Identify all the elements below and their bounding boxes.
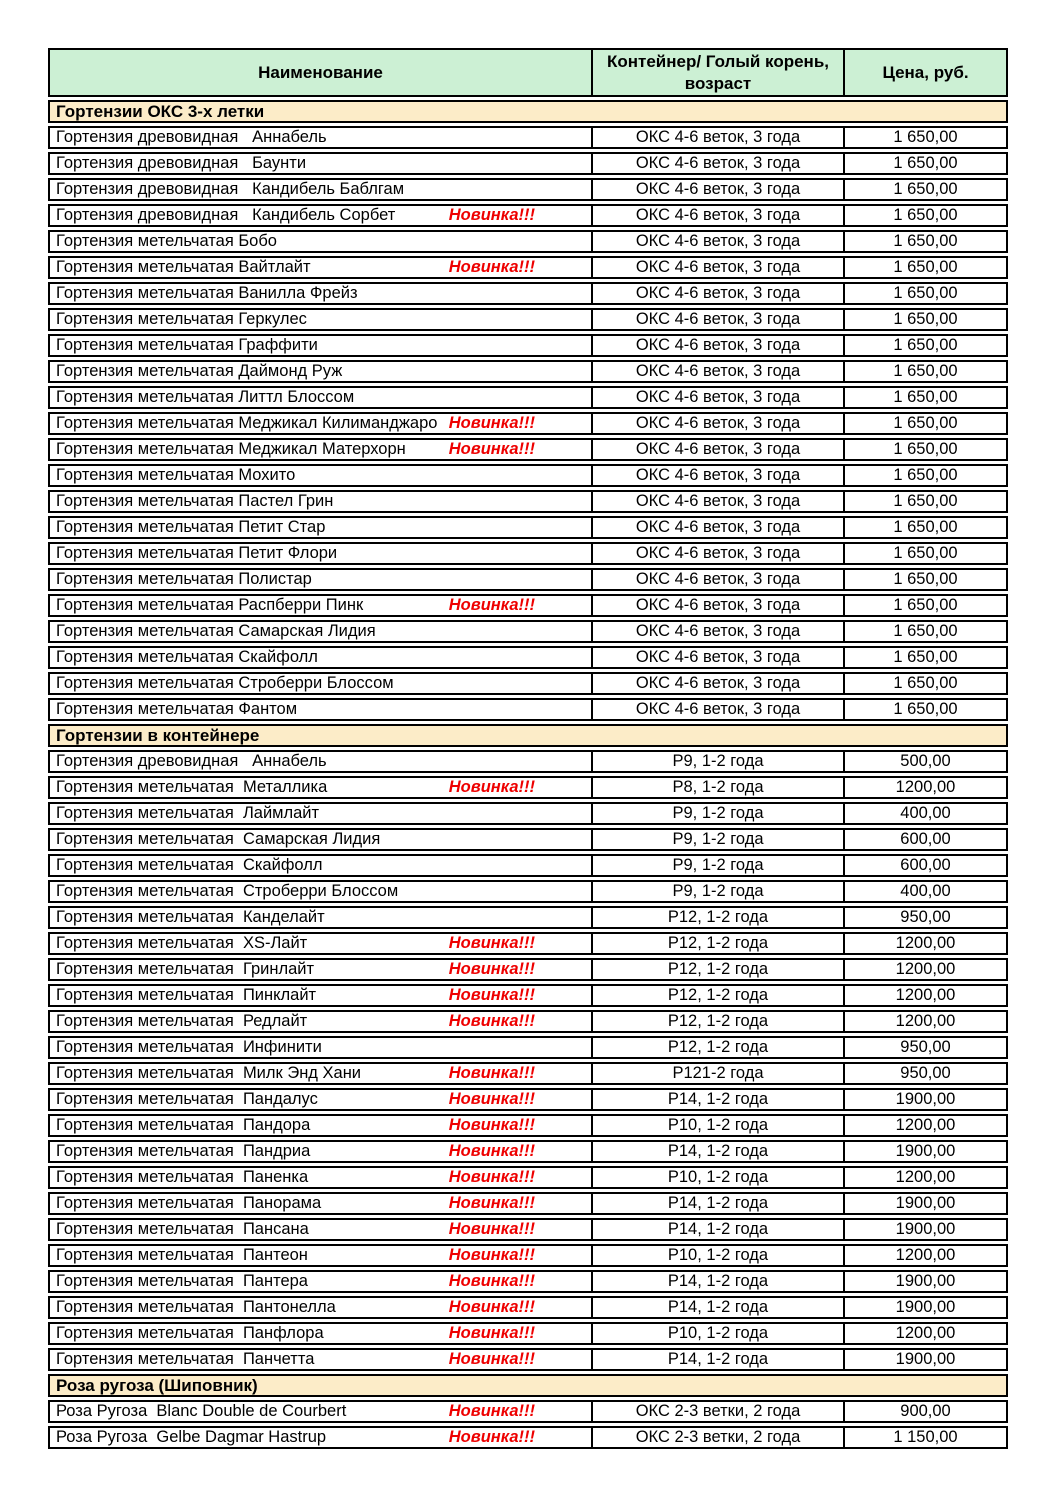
table-row: [48, 438, 1008, 461]
novelty-badge: Новинка!!!: [448, 1324, 535, 1343]
item-name: Гортензия метельчатая Петит Стар: [56, 518, 326, 537]
novelty-badge: Новинка!!!: [448, 934, 535, 953]
item-name: Гортензия метельчатая Пандриа: [56, 1142, 311, 1161]
item-name-cell: [50, 1038, 593, 1057]
item-name-cell: [50, 1168, 593, 1187]
item-name-cell: [50, 544, 593, 563]
container-age-cell: P14, 1-2 года: [593, 1350, 845, 1369]
table-row: [48, 646, 1008, 669]
container-age-cell: P12, 1-2 года: [593, 1038, 845, 1057]
table-row: [48, 1166, 1008, 1189]
item-name-cell: [50, 908, 593, 927]
item-name-cell: [50, 466, 593, 485]
novelty-badge: Новинка!!!: [448, 1194, 535, 1213]
price-cell: 900,00: [900, 1402, 951, 1421]
price-cell: 1 650,00: [893, 284, 958, 303]
price-cell: 1 650,00: [893, 310, 958, 329]
price-cell: 1900,00: [895, 1272, 956, 1291]
table-row: [48, 776, 1008, 799]
item-name: Гортензия древовидная Аннабель: [56, 752, 327, 771]
container-age-cell: ОКС 4-6 веток, 3 года: [593, 232, 845, 251]
container-age-cell: ОКС 4-6 веток, 3 года: [593, 258, 845, 277]
novelty-badge: Новинка!!!: [448, 1012, 535, 1031]
container-age-cell: ОКС 2-3 ветки, 2 года: [593, 1428, 845, 1447]
novelty-badge: Новинка!!!: [448, 1090, 535, 1109]
container-age-cell: P10, 1-2 года: [593, 1246, 845, 1265]
container-age-cell: P12, 1-2 года: [593, 934, 845, 953]
item-name-cell: [50, 622, 593, 641]
table-row: [48, 1400, 1008, 1423]
price-cell: 1 650,00: [893, 336, 958, 355]
item-name-cell: [50, 1246, 593, 1265]
price-cell: 1 650,00: [893, 622, 958, 641]
novelty-badge: Новинка!!!: [448, 986, 535, 1005]
price-cell: 1200,00: [895, 1324, 956, 1343]
container-age-cell: ОКС 4-6 веток, 3 года: [593, 492, 845, 511]
item-name: Гортензия метельчатая Лаймлайт: [56, 804, 320, 823]
item-name-cell: [50, 206, 593, 225]
container-age-cell: P10, 1-2 года: [593, 1324, 845, 1343]
container-age-cell: P14, 1-2 года: [593, 1194, 845, 1213]
price-cell: 1900,00: [895, 1142, 956, 1161]
container-age-cell: ОКС 4-6 веток, 3 года: [593, 362, 845, 381]
table-row: [48, 516, 1008, 539]
container-age-cell: ОКС 4-6 веток, 3 года: [593, 206, 845, 225]
container-age-cell: P9, 1-2 года: [593, 830, 845, 849]
item-name-cell: [50, 258, 593, 277]
section-title: Гортензии в контейнере: [56, 726, 260, 745]
novelty-badge: Новинка!!!: [448, 778, 535, 797]
header-container: Контейнер/ Голый корень, возраст: [593, 50, 845, 95]
table-row: [48, 1010, 1008, 1033]
item-name: Гортензия метельчатая Самарская Лидия: [56, 622, 376, 641]
container-age-cell: P9, 1-2 года: [593, 752, 845, 771]
price-cell: 1 650,00: [893, 492, 958, 511]
table-row: [48, 672, 1008, 695]
section-title: Гортензии ОКС 3-х летки: [56, 102, 265, 121]
table-row: [48, 802, 1008, 825]
item-name-cell: [50, 310, 593, 329]
item-name: Гортензия метельчатая Граффити: [56, 336, 318, 355]
item-name: Гортензия метельчатая Пандалус: [56, 1090, 318, 1109]
item-name-cell: [50, 362, 593, 381]
item-name: Гортензия метельчатая Инфинити: [56, 1038, 322, 1057]
item-name: Гортензия метельчатая XS-Лайт: [56, 934, 308, 953]
item-name-cell: [50, 648, 593, 667]
container-age-cell: ОКС 4-6 веток, 3 года: [593, 388, 845, 407]
item-name-cell: [50, 856, 593, 875]
item-name: Гортензия метельчатая Фантом: [56, 700, 298, 719]
price-cell: 1900,00: [895, 1194, 956, 1213]
container-age-cell: ОКС 4-6 веток, 3 года: [593, 440, 845, 459]
table-header-row: [48, 48, 1008, 97]
table-row: [48, 360, 1008, 383]
price-cell: 1 650,00: [893, 128, 958, 147]
item-name: Гортензия древовидная Кандибель Сорбет: [56, 206, 396, 225]
container-age-cell: P9, 1-2 года: [593, 882, 845, 901]
container-age-cell: P12, 1-2 года: [593, 986, 845, 1005]
item-name-cell: [50, 1194, 593, 1213]
section-header-row: [48, 100, 1008, 123]
price-cell: 1200,00: [895, 1246, 956, 1265]
price-cell: 950,00: [900, 908, 951, 927]
container-age-cell: ОКС 4-6 веток, 3 года: [593, 674, 845, 693]
container-age-cell: P14, 1-2 года: [593, 1298, 845, 1317]
price-cell: 1 150,00: [893, 1428, 958, 1447]
section-header-row: [48, 724, 1008, 747]
item-name: Гортензия метельчатая Панорама: [56, 1194, 322, 1213]
item-name: Гортензия метельчатая Петит Флори: [56, 544, 338, 563]
item-name-cell: [50, 986, 593, 1005]
price-cell: 1900,00: [895, 1090, 956, 1109]
item-name: Гортензия метельчатая Металлика: [56, 778, 328, 797]
price-cell: 600,00: [900, 856, 951, 875]
novelty-badge: Новинка!!!: [448, 1298, 535, 1317]
price-cell: 400,00: [900, 882, 951, 901]
price-cell: 1 650,00: [893, 596, 958, 615]
item-name-cell: [50, 1428, 593, 1447]
item-name-cell: [50, 518, 593, 537]
novelty-badge: Новинка!!!: [448, 1064, 535, 1083]
item-name: Гортензия метельчатая Канделайт: [56, 908, 325, 927]
table-row: [48, 1192, 1008, 1215]
item-name-cell: [50, 1350, 593, 1369]
table-row: [48, 464, 1008, 487]
price-cell: 1200,00: [895, 986, 956, 1005]
table-row: [48, 490, 1008, 513]
table-row: [48, 932, 1008, 955]
table-row: [48, 204, 1008, 227]
price-cell: 1 650,00: [893, 154, 958, 173]
price-cell: 1900,00: [895, 1220, 956, 1239]
container-age-cell: ОКС 4-6 веток, 3 года: [593, 414, 845, 433]
item-name-cell: [50, 232, 593, 251]
table-row: [48, 1114, 1008, 1137]
container-age-cell: ОКС 4-6 веток, 3 года: [593, 154, 845, 173]
item-name-cell: [50, 1220, 593, 1239]
container-age-cell: P14, 1-2 года: [593, 1142, 845, 1161]
item-name: Гортензия метельчатая Ванилла Фрейз: [56, 284, 358, 303]
price-cell: 1200,00: [895, 934, 956, 953]
item-name-cell: [50, 1116, 593, 1135]
novelty-badge: Новинка!!!: [448, 1246, 535, 1265]
container-age-cell: ОКС 2-3 ветки, 2 года: [593, 1402, 845, 1421]
price-cell: 1 650,00: [893, 518, 958, 537]
item-name: Гортензия метельчатая Панфлора: [56, 1324, 324, 1343]
table-row: [48, 958, 1008, 981]
item-name-cell: [50, 804, 593, 823]
container-age-cell: ОКС 4-6 веток, 3 года: [593, 128, 845, 147]
item-name: Гортензия метельчатая Скайфолл: [56, 648, 318, 667]
container-age-cell: P10, 1-2 года: [593, 1168, 845, 1187]
container-age-cell: ОКС 4-6 веток, 3 года: [593, 648, 845, 667]
table-row: [48, 1426, 1008, 1449]
price-cell: 1 650,00: [893, 648, 958, 667]
novelty-badge: Новинка!!!: [448, 596, 535, 615]
novelty-badge: Новинка!!!: [448, 1428, 535, 1447]
novelty-badge: Новинка!!!: [448, 1116, 535, 1135]
item-name-cell: [50, 1090, 593, 1109]
price-cell: 1 650,00: [893, 674, 958, 693]
table-row: [48, 594, 1008, 617]
container-age-cell: ОКС 4-6 веток, 3 года: [593, 596, 845, 615]
item-name: Роза Ругоза Gelbe Dagmar Hastrup: [56, 1428, 327, 1447]
table-row: [48, 698, 1008, 721]
container-age-cell: P14, 1-2 года: [593, 1272, 845, 1291]
table-row: [48, 334, 1008, 357]
price-cell: 1 650,00: [893, 388, 958, 407]
price-cell: 600,00: [900, 830, 951, 849]
item-name-cell: [50, 960, 593, 979]
table-row: [48, 1270, 1008, 1293]
item-name: Гортензия метельчатая Строберри Блоссом: [56, 674, 394, 693]
section-header-row: [48, 1374, 1008, 1397]
novelty-badge: Новинка!!!: [448, 1272, 535, 1291]
container-age-cell: ОКС 4-6 веток, 3 года: [593, 310, 845, 329]
item-name: Гортензия метельчатая Редлайт: [56, 1012, 308, 1031]
item-name: Гортензия метельчатая Пантеон: [56, 1246, 308, 1265]
table-row: [48, 880, 1008, 903]
item-name-cell: [50, 674, 593, 693]
item-name-cell: [50, 180, 593, 199]
novelty-badge: Новинка!!!: [448, 414, 535, 433]
price-cell: 950,00: [900, 1064, 951, 1083]
item-name-cell: [50, 154, 593, 173]
item-name-cell: [50, 1142, 593, 1161]
table-row: [48, 542, 1008, 565]
container-age-cell: P9, 1-2 года: [593, 856, 845, 875]
item-name: Гортензия древовидная Аннабель: [56, 128, 327, 147]
price-cell: 1200,00: [895, 778, 956, 797]
container-age-cell: ОКС 4-6 веток, 3 года: [593, 700, 845, 719]
item-name-cell: [50, 830, 593, 849]
container-age-cell: P12, 1-2 года: [593, 1012, 845, 1031]
price-cell: 1200,00: [895, 1168, 956, 1187]
price-cell: 1 650,00: [893, 258, 958, 277]
table-row: [48, 1062, 1008, 1085]
table-row: [48, 1088, 1008, 1111]
item-name: Гортензия метельчатая Даймонд Руж: [56, 362, 343, 381]
container-age-cell: P12, 1-2 года: [593, 908, 845, 927]
item-name: Гортензия метельчатая Пантера: [56, 1272, 308, 1291]
table-row: [48, 126, 1008, 149]
item-name-cell: [50, 570, 593, 589]
header-name: Наименование: [50, 50, 593, 95]
item-name: Гортензия метельчатая Скайфолл: [56, 856, 323, 875]
item-name: Гортензия метельчатая Пастел Грин: [56, 492, 334, 511]
novelty-badge: Новинка!!!: [448, 1402, 535, 1421]
item-name: Гортензия метельчатая Меджикал Матерхорн: [56, 440, 406, 459]
item-name-cell: [50, 934, 593, 953]
table-row: [48, 1140, 1008, 1163]
novelty-badge: Новинка!!!: [448, 206, 535, 225]
table-row: [48, 178, 1008, 201]
price-cell: 1900,00: [895, 1298, 956, 1317]
container-age-cell: P12, 1-2 года: [593, 960, 845, 979]
price-cell: 1 650,00: [893, 180, 958, 199]
table-row: [48, 568, 1008, 591]
price-cell: 1 650,00: [893, 544, 958, 563]
table-row: [48, 1322, 1008, 1345]
container-age-cell: P10, 1-2 года: [593, 1116, 845, 1135]
item-name: Гортензия метельчатая Панчетта: [56, 1350, 315, 1369]
item-name: Гортензия метельчатая Гринлайт: [56, 960, 315, 979]
item-name-cell: [50, 414, 593, 433]
container-age-cell: ОКС 4-6 веток, 3 года: [593, 622, 845, 641]
item-name-cell: [50, 1012, 593, 1031]
item-name: Гортензия метельчатая Пансана: [56, 1220, 309, 1239]
container-age-cell: ОКС 4-6 веток, 3 года: [593, 284, 845, 303]
item-name: Гортензия метельчатая Пинклайт: [56, 986, 317, 1005]
item-name: Гортензия метельчатая Литтл Блоссом: [56, 388, 355, 407]
container-age-cell: ОКС 4-6 веток, 3 года: [593, 544, 845, 563]
item-name-cell: [50, 1064, 593, 1083]
item-name-cell: [50, 1402, 593, 1421]
container-age-cell: ОКС 4-6 веток, 3 года: [593, 180, 845, 199]
container-age-cell: ОКС 4-6 веток, 3 года: [593, 336, 845, 355]
header-price: Цена, руб.: [882, 62, 969, 82]
table-row: [48, 984, 1008, 1007]
item-name: Гортензия древовидная Баунти: [56, 154, 307, 173]
table-row: [48, 282, 1008, 305]
table-row: [48, 230, 1008, 253]
table-row: [48, 1348, 1008, 1371]
price-cell: 1200,00: [895, 1012, 956, 1031]
item-name: Гортензия метельчатая Распберри Пинк: [56, 596, 364, 615]
price-cell: 1 650,00: [893, 232, 958, 251]
item-name-cell: [50, 700, 593, 719]
item-name: Гортензия метельчатая Вайтлайт: [56, 258, 311, 277]
item-name: Гортензия метельчатая Самарская Лидия: [56, 830, 381, 849]
price-cell: 1200,00: [895, 1116, 956, 1135]
price-cell: 500,00: [900, 752, 951, 771]
price-cell: 1 650,00: [893, 414, 958, 433]
container-age-cell: P121-2 года: [593, 1064, 845, 1083]
table-row: [48, 386, 1008, 409]
item-name: Гортензия метельчатая Мохито: [56, 466, 296, 485]
item-name-cell: [50, 440, 593, 459]
price-cell: 400,00: [900, 804, 951, 823]
item-name-cell: [50, 1324, 593, 1343]
price-cell: 1900,00: [895, 1350, 956, 1369]
price-cell: 1 650,00: [893, 466, 958, 485]
novelty-badge: Новинка!!!: [448, 1168, 535, 1187]
item-name-cell: [50, 492, 593, 511]
item-name-cell: [50, 284, 593, 303]
item-name: Гортензия метельчатая Пантонелла: [56, 1298, 336, 1317]
item-name: Гортензия метельчатая Строберри Блоссом: [56, 882, 399, 901]
item-name: Гортензия древовидная Кандибель Баблгам: [56, 180, 405, 199]
container-age-cell: ОКС 4-6 веток, 3 года: [593, 466, 845, 485]
item-name-cell: [50, 128, 593, 147]
table-row: [48, 828, 1008, 851]
table-row: [48, 1218, 1008, 1241]
price-table: [48, 48, 1008, 1449]
item-name-cell: [50, 882, 593, 901]
table-row: [48, 854, 1008, 877]
novelty-badge: Новинка!!!: [448, 258, 535, 277]
item-name: Гортензия метельчатая Милк Энд Хани: [56, 1064, 362, 1083]
item-name: Гортензия метельчатая Меджикал Килиманджаро: [56, 414, 438, 433]
container-age-cell: ОКС 4-6 веток, 3 года: [593, 570, 845, 589]
price-cell: 1 650,00: [893, 206, 958, 225]
item-name-cell: [50, 1298, 593, 1317]
item-name: Гортензия метельчатая Геркулес: [56, 310, 307, 329]
section-title: Роза ругоза (Шиповник): [56, 1376, 258, 1395]
price-cell: 1200,00: [895, 960, 956, 979]
price-cell: 950,00: [900, 1038, 951, 1057]
price-cell: 1 650,00: [893, 700, 958, 719]
novelty-badge: Новинка!!!: [448, 960, 535, 979]
item-name-cell: [50, 596, 593, 615]
item-name: Гортензия метельчатая Паненка: [56, 1168, 309, 1187]
item-name: Гортензия метельчатая Полистар: [56, 570, 312, 589]
item-name-cell: [50, 778, 593, 797]
table-row: [48, 620, 1008, 643]
novelty-badge: Новинка!!!: [448, 1220, 535, 1239]
container-age-cell: P8, 1-2 года: [593, 778, 845, 797]
item-name-cell: [50, 1272, 593, 1291]
table-row: [48, 1036, 1008, 1059]
table-row: [48, 750, 1008, 773]
novelty-badge: Новинка!!!: [448, 1350, 535, 1369]
item-name-cell: [50, 388, 593, 407]
item-name-cell: [50, 336, 593, 355]
novelty-badge: Новинка!!!: [448, 440, 535, 459]
table-row: [48, 1296, 1008, 1319]
table-row: [48, 1244, 1008, 1267]
table-row: [48, 256, 1008, 279]
price-cell: 1 650,00: [893, 440, 958, 459]
item-name: Гортензия метельчатая Бобо: [56, 232, 277, 251]
table-row: [48, 152, 1008, 175]
item-name: Гортензия метельчатая Пандора: [56, 1116, 311, 1135]
item-name: Роза Ругоза Blanc Double de Courbert: [56, 1402, 347, 1421]
price-cell: 1 650,00: [893, 570, 958, 589]
table-row: [48, 308, 1008, 331]
novelty-badge: Новинка!!!: [448, 1142, 535, 1161]
table-row: [48, 906, 1008, 929]
container-age-cell: ОКС 4-6 веток, 3 года: [593, 518, 845, 537]
table-body: [48, 100, 1008, 1449]
table-row: [48, 412, 1008, 435]
price-cell: 1 650,00: [893, 362, 958, 381]
container-age-cell: P9, 1-2 года: [593, 804, 845, 823]
container-age-cell: P14, 1-2 года: [593, 1220, 845, 1239]
container-age-cell: P14, 1-2 года: [593, 1090, 845, 1109]
item-name-cell: [50, 752, 593, 771]
